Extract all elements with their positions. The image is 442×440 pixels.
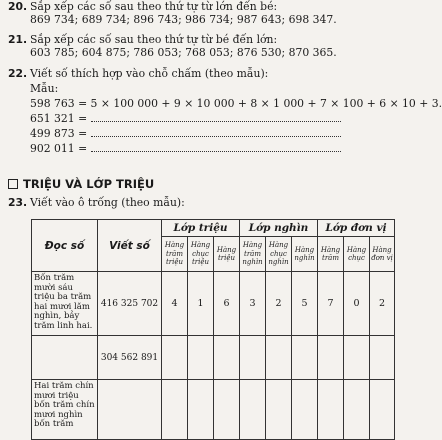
header-class-units: Lớp đơn vị xyxy=(318,220,395,237)
exercise-number: 22. xyxy=(8,67,28,80)
answer-blank[interactable] xyxy=(91,142,341,152)
example-expansion: 598 763 = 5 × 100 000 + 9 × 10 000 + 8 × 1 000 + 7 × 100 + 6 × 10 + 3. xyxy=(30,97,442,110)
exercise-prompt: Sắp xếp các số sau theo thứ tự từ lớn đến bé: xyxy=(30,0,278,13)
cell-digit: 5 xyxy=(292,272,318,336)
exercise-prompt: Sắp xếp các số sau theo thứ tự từ bé đến lớn: xyxy=(30,33,278,46)
fill-item-label: 902 011 = xyxy=(30,142,88,155)
place-value-table xyxy=(31,219,395,440)
section-box-icon xyxy=(8,179,18,189)
cell-digit[interactable] xyxy=(188,336,214,380)
header-read-number: Đọc số xyxy=(32,220,98,272)
example-label: Mẫu: xyxy=(30,82,59,95)
cell-digit[interactable] xyxy=(344,380,370,440)
cell-digit[interactable] xyxy=(318,380,344,440)
cell-digit[interactable] xyxy=(266,380,292,440)
cell-digit: 6 xyxy=(214,272,240,336)
cell-digit[interactable] xyxy=(370,336,395,380)
exercise-number: 23. xyxy=(8,196,28,209)
cell-digit: 7 xyxy=(318,272,344,336)
exercise-number: 20. xyxy=(8,0,28,13)
exercise-content: 603 785; 604 875; 786 053; 768 053; 876 530; 870 365. xyxy=(30,46,337,59)
cell-digit[interactable] xyxy=(214,380,240,440)
header-place: Hàng nghìn xyxy=(292,237,318,272)
table-row xyxy=(32,380,395,440)
section-heading xyxy=(8,177,154,191)
cell-read: Hai trăm chín mươi triệu bốn trăm chín mươi nghìn bốn trăm xyxy=(32,380,98,440)
exercise-23 xyxy=(8,196,396,209)
cell-digit[interactable] xyxy=(370,380,395,440)
exercise-22 xyxy=(8,66,442,156)
header-place: Hàng trăm xyxy=(318,237,344,272)
table-row xyxy=(32,336,395,380)
cell-digit[interactable] xyxy=(266,336,292,380)
cell-digit: 1 xyxy=(188,272,214,336)
cell-digit: 2 xyxy=(370,272,395,336)
exercise-20 xyxy=(8,0,396,26)
cell-digit[interactable] xyxy=(292,336,318,380)
cell-written[interactable] xyxy=(98,380,162,440)
cell-written: 304 562 891 xyxy=(98,336,162,380)
cell-digit: 4 xyxy=(162,272,188,336)
header-place: Hàng đơn vị xyxy=(370,237,395,272)
cell-digit[interactable] xyxy=(344,336,370,380)
cell-written: 416 325 702 xyxy=(98,272,162,336)
exercise-prompt: Viết số thích hợp vào chỗ chấm (theo mẫu): xyxy=(30,67,269,80)
table-row xyxy=(32,272,395,336)
cell-digit[interactable] xyxy=(318,336,344,380)
answer-blank[interactable] xyxy=(91,127,341,137)
fill-item-3 xyxy=(8,141,396,156)
exercise-prompt: Viết vào ô trống (theo mẫu): xyxy=(30,196,185,209)
cell-digit[interactable] xyxy=(162,380,188,440)
fill-item-1 xyxy=(8,111,396,126)
exercise-21 xyxy=(8,33,396,59)
cell-read[interactable] xyxy=(32,336,98,380)
cell-digit: 2 xyxy=(266,272,292,336)
cell-digit[interactable] xyxy=(162,336,188,380)
cell-digit[interactable] xyxy=(214,336,240,380)
fill-item-label: 499 873 = xyxy=(30,127,88,140)
header-write-number: Viết số xyxy=(98,220,162,272)
cell-digit: 3 xyxy=(240,272,266,336)
fill-item-label: 651 321 = xyxy=(30,112,88,125)
cell-digit[interactable] xyxy=(292,380,318,440)
header-place: Hàng chục nghìn xyxy=(266,237,292,272)
exercise-content: 869 734; 689 734; 896 743; 986 734; 987 643; 698 347. xyxy=(30,13,337,26)
fill-item-2 xyxy=(8,126,396,141)
header-place: Hàng chục xyxy=(344,237,370,272)
header-place: Hàng chục triệu xyxy=(188,237,214,272)
header-place: Hàng trăm triệu xyxy=(162,237,188,272)
cell-read: Bốn trăm mười sáu triệu ba trăm hai mươi lăm nghìn, bảy trăm linh hai. xyxy=(32,272,98,336)
cell-digit: 0 xyxy=(344,272,370,336)
cell-digit[interactable] xyxy=(188,380,214,440)
answer-blank[interactable] xyxy=(91,112,341,122)
header-place: Hàng trăm nghìn xyxy=(240,237,266,272)
header-class-thousands: Lớp nghìn xyxy=(240,220,318,237)
header-place: Hàng triệu xyxy=(214,237,240,272)
cell-digit[interactable] xyxy=(240,380,266,440)
section-title: TRIỆU VÀ LỚP TRIỆU xyxy=(23,177,155,191)
header-class-millions: Lớp triệu xyxy=(162,220,240,237)
cell-digit[interactable] xyxy=(240,336,266,380)
exercise-number: 21. xyxy=(8,33,28,46)
